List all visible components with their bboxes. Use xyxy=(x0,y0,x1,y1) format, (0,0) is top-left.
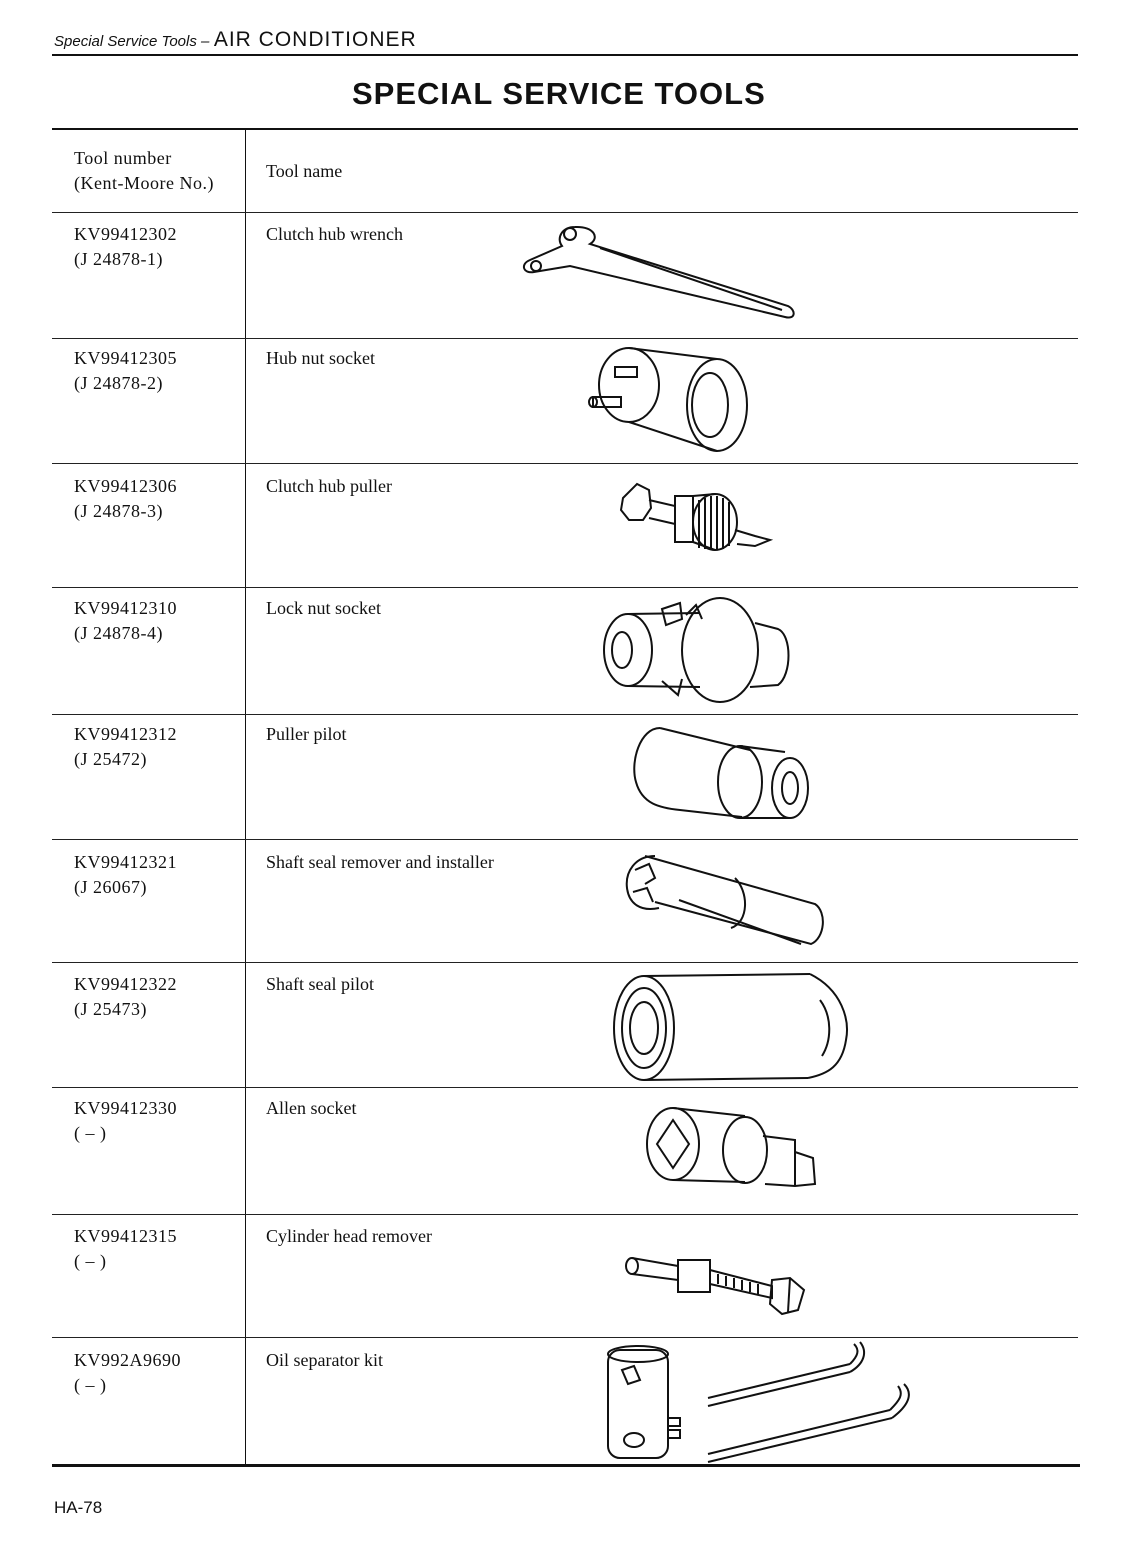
header-section-italic: Special Service Tools – xyxy=(54,33,210,50)
puller-pilot-icon xyxy=(630,722,820,822)
shaft-seal-remover-icon xyxy=(615,852,830,952)
kent-moore-number: ( – ) xyxy=(74,1375,107,1395)
lock-nut-socket-icon xyxy=(600,595,790,710)
column-divider xyxy=(245,129,246,1465)
header-rule xyxy=(52,54,1078,56)
column-header-line: Tool number xyxy=(74,148,172,168)
hub-nut-socket-icon xyxy=(585,345,775,457)
row-divider xyxy=(52,587,1078,588)
title-rule xyxy=(52,128,1078,130)
kent-moore-number: (J 24878-1) xyxy=(74,249,163,269)
row-divider xyxy=(52,1087,1078,1088)
tool-number: KV99412312 xyxy=(74,724,177,744)
tool-number: KV99412306 xyxy=(74,476,177,496)
row-divider xyxy=(52,962,1078,963)
tool-name: Oil separator kit xyxy=(266,1350,383,1370)
tool-name: Cylinder head remover xyxy=(266,1226,432,1246)
tool-number: KV99412315 xyxy=(74,1226,177,1246)
table-row-number xyxy=(74,1348,181,1398)
column-header-tool-number xyxy=(74,146,214,196)
table-row-number xyxy=(74,222,177,272)
table-row-number xyxy=(74,346,177,396)
row-divider xyxy=(52,714,1078,715)
kent-moore-number: (J 24878-3) xyxy=(74,501,163,521)
clutch-hub-wrench-icon xyxy=(520,222,800,332)
tool-number: KV99412322 xyxy=(74,974,177,994)
table-row-number xyxy=(74,596,177,646)
row-divider xyxy=(52,338,1078,339)
page-number: HA-78 xyxy=(54,1498,103,1517)
table-row-number xyxy=(74,1096,177,1146)
tool-name: Shaft seal remover and installer xyxy=(266,852,494,872)
table-bottom-rule xyxy=(52,1464,1080,1467)
kent-moore-number: ( – ) xyxy=(74,1123,107,1143)
tool-number: KV99412330 xyxy=(74,1098,177,1118)
tool-number: KV99412321 xyxy=(74,852,177,872)
tool-name: Clutch hub puller xyxy=(266,476,392,496)
running-header xyxy=(54,28,417,52)
tool-number: KV99412310 xyxy=(74,598,177,618)
oil-separator-kit-icon xyxy=(600,1340,930,1462)
kent-moore-number: (J 25473) xyxy=(74,999,147,1019)
table-row-number xyxy=(74,1224,177,1274)
tool-number: KV99412305 xyxy=(74,348,177,368)
row-divider xyxy=(52,463,1078,464)
row-divider xyxy=(52,1214,1078,1215)
tool-name: Puller pilot xyxy=(266,724,347,744)
tool-name: Hub nut socket xyxy=(266,348,375,368)
column-header-line: (Kent-Moore No.) xyxy=(74,173,214,193)
kent-moore-number: (J 26067) xyxy=(74,877,147,897)
column-header-tool-name: Tool name xyxy=(266,161,343,181)
tool-name: Shaft seal pilot xyxy=(266,974,374,994)
table-row-number xyxy=(74,722,177,772)
kent-moore-number: (J 24878-4) xyxy=(74,623,163,643)
shaft-seal-pilot-icon xyxy=(610,970,855,1085)
tool-name: Allen socket xyxy=(266,1098,357,1118)
allen-socket-icon xyxy=(645,1104,820,1194)
table-row-number xyxy=(74,474,177,524)
tool-name: Clutch hub wrench xyxy=(266,224,403,244)
tool-number: KV99412302 xyxy=(74,224,177,244)
kent-moore-number: (J 24878-2) xyxy=(74,373,163,393)
tool-number: KV992A9690 xyxy=(74,1350,181,1370)
table-row-number xyxy=(74,850,177,900)
cylinder-head-remover-icon xyxy=(622,1250,812,1325)
row-divider xyxy=(52,839,1078,840)
row-divider xyxy=(52,212,1078,213)
kent-moore-number: ( – ) xyxy=(74,1251,107,1271)
clutch-hub-puller-icon xyxy=(615,478,775,556)
page-title: SPECIAL SERVICE TOOLS xyxy=(352,76,766,111)
kent-moore-number: (J 25472) xyxy=(74,749,147,769)
header-section-caps: AIR CONDITIONER xyxy=(213,28,417,51)
table-row-number xyxy=(74,972,177,1022)
tool-name: Lock nut socket xyxy=(266,598,381,618)
row-divider xyxy=(52,1337,1078,1338)
